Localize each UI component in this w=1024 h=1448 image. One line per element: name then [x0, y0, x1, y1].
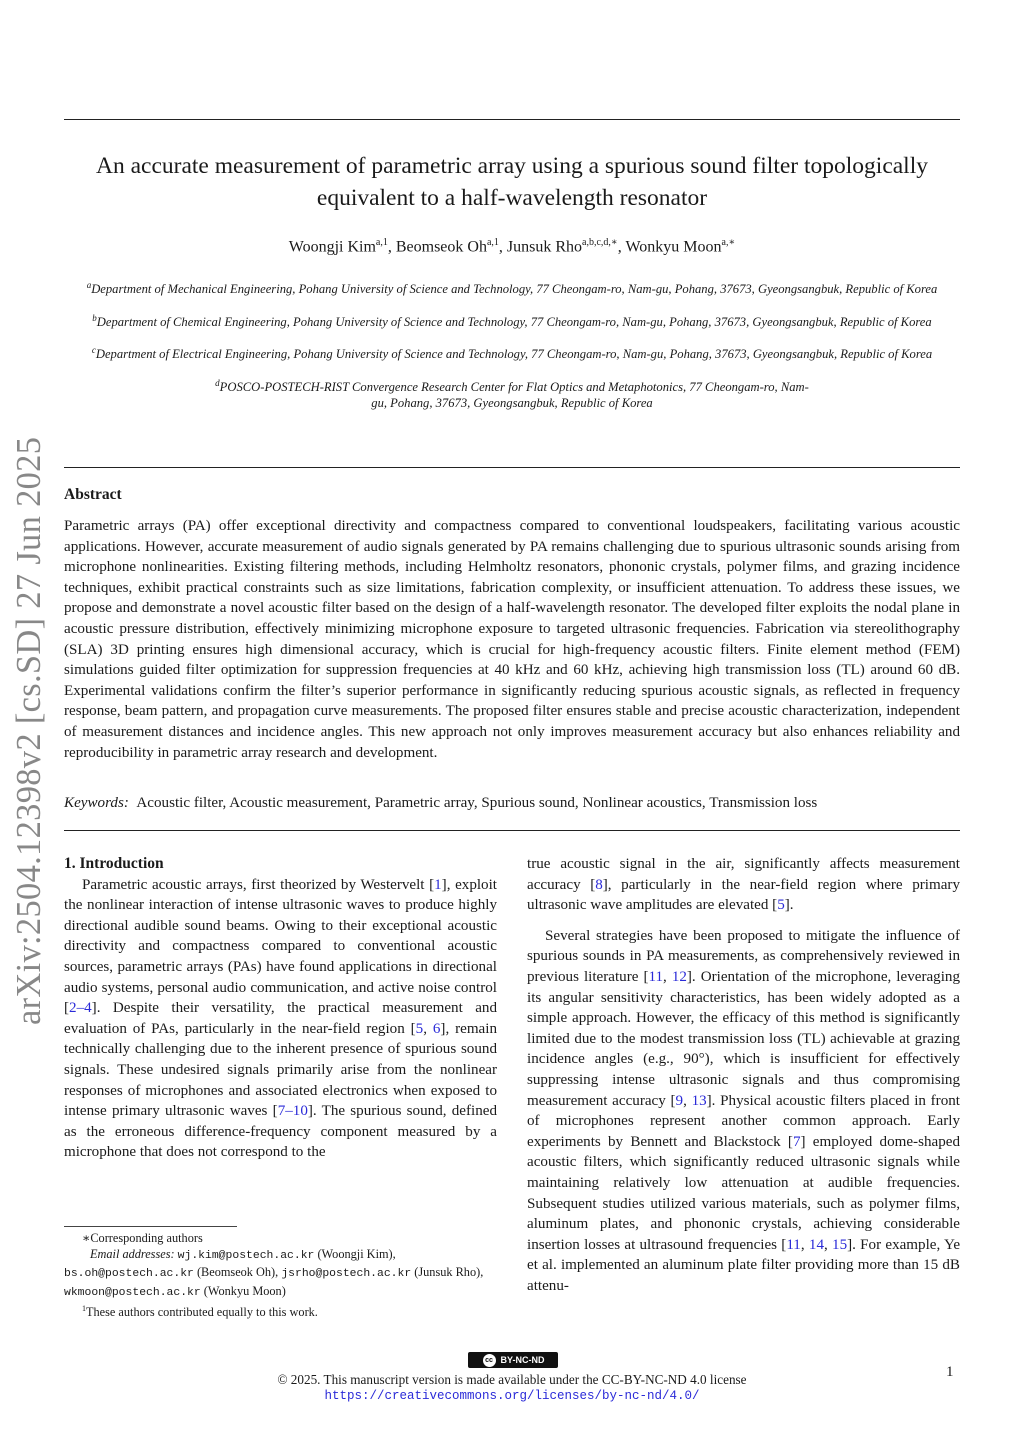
author-affiliation-mark: a,b,c,d,∗	[582, 237, 618, 248]
intro-paragraph-continued: true acoustic signal in the air, significantly affects measurement accuracy [8], particularly in the near-field region where primary ultrasonic wave amplitudes are elevated [5].	[527, 856, 960, 914]
cc-license-badge[interactable]: cc BY-NC-ND	[468, 1352, 558, 1368]
email-address[interactable]: wkmoon@postech.ac.kr	[64, 1286, 201, 1299]
citation-link[interactable]: 2–4	[69, 1000, 92, 1017]
keywords-label: Keywords:	[64, 795, 129, 811]
author-name: Woongji Kim	[288, 238, 376, 256]
affiliation-b: $^b$Department of Chemical Engineering, Pohang University of Science and Technology, 77 Cheongam-ro, Nam-gu, Pohang, 37673, Gyeongsangbuk, Republic of Korea	[92, 313, 932, 330]
citation-link[interactable]: 15	[832, 1236, 848, 1253]
citation-link[interactable]: 7	[792, 1133, 801, 1150]
license-link[interactable]: https://creativecommons.org/licenses/by-nc-nd/4.0/	[324, 1389, 700, 1403]
citation-link[interactable]: 5	[777, 897, 785, 914]
author-affiliation-mark: a,1	[486, 237, 499, 248]
citation-link[interactable]: 6	[432, 1020, 441, 1037]
abstract-bottom-rule	[64, 830, 960, 831]
page-number: 1	[946, 1364, 954, 1380]
citation-link[interactable]: 11	[786, 1236, 801, 1253]
intro-paragraph-1: Parametric acoustic arrays, first theorized by Westervelt [1], exploit the nonlinear interaction of intense ultrasonic waves to produce highly directional audible sound beams. Owing to their exceptional acoustic directivity and compactness compared to conventional acoustic sources, parametric arrays (PAs) have found applications in directional audio systems, personal audio communication, and active noise control [2–4]. Despite their versatility, the practical measurement and evaluation of PAs, particularly in the near-field region [5, 6], remain technically challenging due to the inherent presence of spurious sound signals. These undesired signals primarily arise from the nonlinear responses of microphones and associated electronics when exposed to intense primary ultrasonic waves [7–10]. The spurious sound, defined as the erroneous difference-frequency component measured by a microphone that does not correspond to the	[64, 876, 498, 1161]
citation-link[interactable]: 1	[434, 876, 442, 893]
footnote-corresponding: ∗Corresponding authors	[82, 1231, 203, 1245]
right-column	[527, 854, 960, 1296]
license-notice: © 2025. This manuscript version is made available under the CC-BY-NC-ND 4.0 license	[277, 1372, 747, 1387]
citation-link[interactable]: 14	[808, 1236, 824, 1253]
author-affiliation-mark: a,1	[375, 237, 388, 248]
abstract-heading: Abstract	[64, 486, 122, 503]
author-name: Junsuk Rho	[506, 238, 583, 256]
author-list: Woongji Kim$^{a,1}$, Beomseok Oh$^{a,1}$, Junsuk Rho$^{a,b,c,d,∗}$, Wonkyu Moon$^{a,∗}$	[288, 237, 736, 256]
abstract-top-rule	[64, 467, 960, 468]
top-rule	[64, 119, 960, 120]
citation-link[interactable]: 9	[675, 1092, 684, 1109]
citation-link[interactable]: 13	[691, 1092, 707, 1109]
citation-link[interactable]: 7–10	[277, 1103, 308, 1120]
affiliation-c: $^c$Department of Electrical Engineering, Pohang University of Science and Technology, 77 Cheongam-ro, Nam-gu, Pohang, 37673, Gyeongsangbuk, Republic of Korea	[91, 345, 933, 362]
keywords-list: Acoustic filter, Acoustic measurement, Parametric array, Spurious sound, Nonlinear acoustics, Transmission loss	[136, 795, 818, 811]
intro-paragraph-2: Several strategies have been proposed to mitigate the influence of spurious sounds in PA measurements, as comprehensively reviewed in previous literature [11, 12]. Orientation of the microphone, leveraging its angular sensitivity characteristics, has been widely adopted as a simple approach. However, the efficacy of this method is significantly limited due to the modest transmission loss (TL) achievable at grazing incidence angles (e.g., 90°), which is insufficient for effectively suppressing intense ultrasonic signals and thus compromising measurement accuracy [9, 13]. Physical acoustic filters placed in front of microphones represent another common approach. Early experiments by Bennett and Blackstock [7] employed dome-shaped acoustic filters, which significantly reduced ultrasonic signals while maintaining relatively low attenuation at audible frequencies. Subsequent studies utilized various materials, such as polymer films, aluminum plates, and phononic crystals, achieving considerable insertion losses at ultrasound frequencies [11, 14, 15]. For example, Ye et al. implemented an aluminum plate filter providing more than 15 dB attenu-	[527, 927, 961, 1294]
citation-link[interactable]: 8	[595, 876, 603, 893]
author-affiliation-mark: a,∗	[721, 237, 736, 248]
footnote-emails: Email addresses: wj.kim@postech.ac.kr (Woongji Kim), bs.oh@postech.ac.kr (Beomseok Oh), jsrho@postech.ac.kr (Junsuk Rho), wkmoon@postech.ac.kr (Wonkyu Moon)	[64, 1247, 484, 1299]
keywords	[64, 795, 960, 812]
affiliation-a: $^a$Department of Mechanical Engineering, Pohang University of Science and Technology, 77 Cheongam-ro, Nam-gu, Pohang, 37673, Gyeongsangbuk, Republic of Korea	[86, 280, 938, 297]
email-address[interactable]: wj.kim@postech.ac.kr	[177, 1250, 315, 1263]
arxiv-sidebar-id: arXiv:2504.12398v2 [cs.SD] 27 Jun 2025	[10, 436, 48, 1025]
email-address[interactable]: jsrho@postech.ac.kr	[281, 1268, 412, 1281]
author-name: Wonkyu Moon	[625, 238, 722, 256]
affiliation-d: $^d$POSCO-POSTECH-RIST Convergence Research Center for Flat Optics and Metaphotonics, 77 Cheongam-ro, Nam-gu, Pohang, 37673, Gyeongsangbuk, Republic of Korea	[215, 378, 809, 411]
author-name: Beomseok Oh	[395, 238, 487, 256]
section-heading-introduction: 1. Introduction	[64, 855, 164, 872]
cc-icon: cc	[482, 1353, 497, 1368]
footnote-rule	[64, 1226, 237, 1227]
left-column	[64, 854, 497, 1163]
abstract-body: Parametric arrays (PA) offer exceptional directivity and compactness compared to conventional loudspeakers, facilitating various acoustic applications. However, accurate measurement of audio signals generated by PA remains challenging due to spurious ultrasonic sounds arising from microphone nonlinearities. Existing filtering methods, including Helmholtz resonators, phononic crystals, polymer films, and grazing incidence techniques, exhibit practical constraints such as size limitations, fabrication complexity, or insufficient attenuation. To address these issues, we propose and demonstrate a novel acoustic filter based on the design of a half-wavelength resonator. The developed filter exploits the nodal plane in acoustic pressure distribution, effectively minimizing microphone exposure to targeted ultrasonic frequencies. Fabrication via stereolithography (SLA) 3D printing ensures high dimensional accuracy, which is crucial for high-frequency acoustic filters. Finite element method (FEM) simulations guided filter optimization for suppression frequencies at 40 kHz and 60 kHz, achieving high transmission loss (TL) around 60 dB. Experimental validations confirm the filter’s superior performance in significantly reducing spurious acoustic signals, as reflected in frequency response, beam pattern, and propagation curve measurements. The proposed filter ensures stable and precise acoustic characterization, independent of measurement distances and incidence angles. This new approach not only improves measurement accuracy but also enhances reliability and reproducibility in parametric array research and development.	[64, 518, 960, 761]
citation-link[interactable]: 5	[415, 1020, 424, 1037]
footnotes	[64, 1230, 497, 1320]
email-address[interactable]: bs.oh@postech.ac.kr	[64, 1268, 194, 1281]
footnote-equal-contribution: $^1$These authors contributed equally to this work.	[82, 1303, 318, 1319]
citation-link[interactable]: 12	[671, 968, 687, 985]
paper-title: An accurate measurement of parametric array using a spurious sound filter topologically equivalent to a half-wavelength resonator	[95, 153, 928, 211]
citation-link[interactable]: 11	[648, 968, 664, 985]
